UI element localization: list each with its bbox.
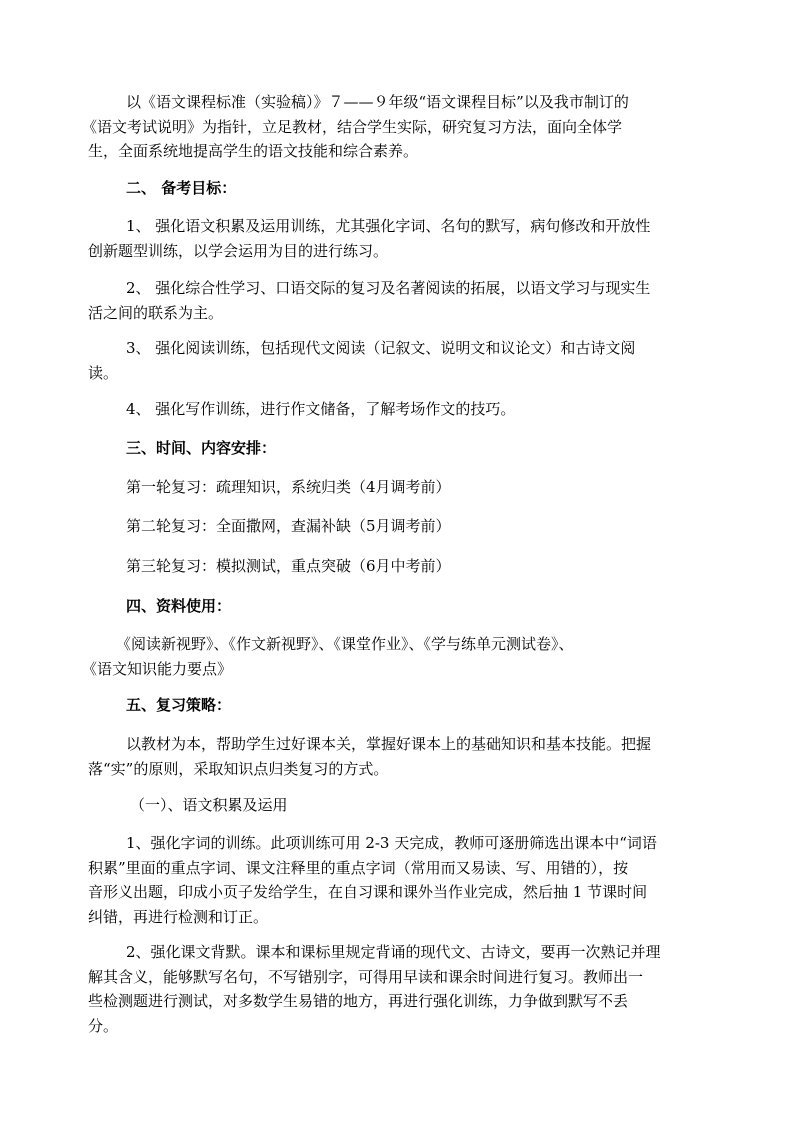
schedule-round-3: 第三轮复习：模拟测试，重点突破（6月中考前） (126, 557, 451, 575)
materials-list (82, 632, 703, 681)
goal-item-3 (88, 336, 703, 385)
goal-item-line: 2、 强化综合性学习、口语交际的复习及名著阅读的拓展，以语文学习与现实生 (126, 279, 651, 297)
strategy-point-line: 分。 (88, 1016, 119, 1035)
strategy-point-line: 解其含义，能够默写名句，不写错别字，可得用早读和课余时间进行复习。教师出一 (88, 967, 644, 986)
goal-item-line: 4、 强化写作训练，进行作文储备，了解考场作文的技巧。 (126, 400, 516, 418)
strategy-point-line: 音形义出题，印成小页子发给学生，在自习课和课外当作业完成，然后抽 1 节课时间 (88, 883, 648, 901)
intro-line: 生，全面系统地提高学生的语文技能和综合素养。 (88, 142, 419, 160)
strategy-point-1 (88, 831, 703, 929)
intro-paragraph (82, 90, 703, 164)
strategy-point-line: 1、强化字词的训练。此项训练可用 2-3 天完成，教师可逐册筛选出课本中“词语 (126, 834, 657, 852)
strategy-point-line: 些检测题进行测试，对多数学生易错的地方，再进行强化训练，力争做到默写不丢 (88, 992, 629, 1010)
strategy-point-line: 2、强化课文背默。课本和课标里规定背诵的现代文、古诗文，要再一次熟记并理 (126, 943, 661, 961)
strategy-point-2 (88, 940, 703, 1038)
goal-item-line: 3、 强化阅读训练，包括现代文阅读（记叙文、说明文和议论文）和古诗文阅 (126, 339, 636, 357)
goal-item-1 (88, 214, 703, 263)
intro-line: 以《语文课程标准（实验稿）》７——９年级“语文课程目标”以及我市制订的 (126, 93, 629, 111)
section-heading-materials: 四、资料使用： (126, 597, 232, 615)
strategy-point-line: 积累”里面的重点字词、课文注释里的重点字词（常用而又易读、写、用错的），按 (88, 858, 629, 877)
intro-line: 《语文考试说明》为指针，立足教材，结合学生实际，研究复习方法，面向全体学 (82, 117, 623, 136)
schedule-round-2: 第二轮复习：全面撒网，查漏补缺（5月调考前） (126, 517, 451, 535)
goal-item-2 (88, 276, 703, 325)
goal-item-4 (88, 397, 703, 422)
section-heading-strategy: 五、复习策略： (126, 696, 232, 714)
strategy-intro (88, 732, 703, 781)
goal-item-line: 活之间的联系为主。 (88, 303, 224, 322)
strategy-intro-line: 以教材为本，帮助学生过好课本关，掌握好课本上的基础知识和基本技能。把握 (126, 735, 652, 753)
goal-item-line: 创新题型训练，以学会运用为目的进行练习。 (88, 241, 389, 260)
materials-line: 《语文知识能力要点》 (82, 659, 233, 678)
goal-item-line: 读。 (88, 363, 119, 382)
strategy-point-line: 纠错，再进行检测和订正。 (88, 907, 269, 926)
materials-line: 《阅读新视野》、《作文新视野》、《课堂作业》、《学与练单元测试卷》、 (116, 635, 574, 653)
section-heading-schedule: 三、时间、内容安排： (126, 439, 277, 457)
sub-heading-accumulation: （一）、语文积累及运用 (130, 796, 288, 814)
strategy-intro-line: 落“实”的原则，采取知识点归类复习的方式。 (88, 759, 389, 778)
schedule-round-1: 第一轮复习：疏理知识，系统归类（4月调考前） (126, 478, 451, 496)
goal-item-line: 1、 强化语文积累及运用训练，尤其强化字词、名句的默写，病句修改和开放性 (126, 217, 651, 235)
section-heading-goals: 二、 备考目标： (126, 179, 237, 197)
